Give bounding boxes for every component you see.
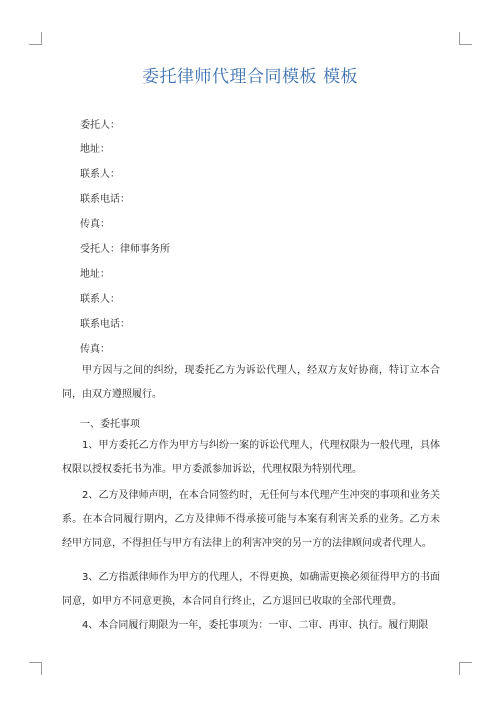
intro-paragraph: 甲方因与之间的纠纷，现委托乙方为诉讼代理人，经双方友好协商，特订立本合同，由双方遵照履行。	[62, 365, 440, 400]
crop-mark-bottom-left	[29, 662, 42, 675]
client-phone-field: 联系电话：	[80, 194, 130, 205]
client-fax-field: 传真：	[80, 219, 110, 230]
agent-address-field: 地址：	[80, 269, 110, 280]
client-name-field: 委托人：	[80, 120, 120, 131]
agent-fax-field: 传真：	[80, 344, 110, 355]
crop-mark-bottom-right	[459, 662, 472, 675]
document-title: 委托律师代理合同模板 模板	[142, 67, 358, 87]
clause-1: 1、甲方委托乙方作为甲方与纠纷一案的诉讼代理人，代理权限为一般代理，具体权限以授权委托书为准。甲方委派参加诉讼，代理权限为特别代理。	[62, 440, 440, 475]
agent-contact-field: 联系人：	[80, 294, 120, 305]
client-address-field: 地址：	[80, 144, 110, 155]
clause-2: 2、乙方及律师声明，在本合同签约时，无任何与本代理产生冲突的事项和业务关系。在本合同履行期内，乙方及律师不得承接可能与本案有利害关系的业务。乙方未经甲方同意，不得担任与甲方有法律上的利害冲突的另一方的法律顾问或者代理人。	[62, 490, 440, 549]
section-one-heading: 一、委托事项	[80, 419, 140, 430]
crop-mark-top-left	[29, 32, 42, 45]
client-contact-field: 联系人：	[80, 169, 120, 180]
agent-name-field: 受托人：律师事务所	[80, 244, 170, 255]
clause-4: 4、本合同履行期限为一年，委托事项为：一审、二审、再审、执行。履行期限	[82, 620, 429, 631]
clause-3: 3、乙方指派律师作为甲方的代理人，不得更换，如确需更换必须征得甲方的书面同意，如甲方不同意更换，本合同自行终止，乙方退回已收取的全部代理费。	[62, 572, 440, 607]
agent-phone-field: 联系电话：	[80, 319, 130, 330]
crop-mark-top-right	[459, 32, 472, 45]
